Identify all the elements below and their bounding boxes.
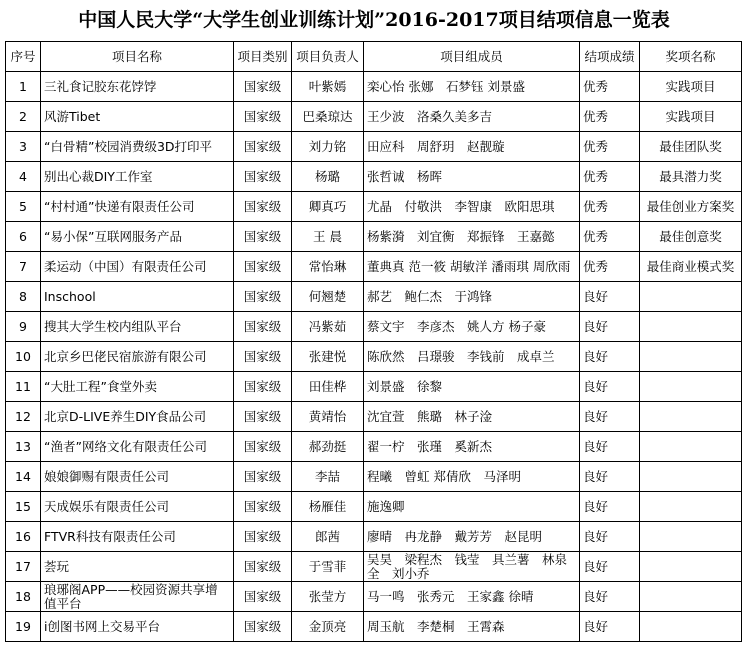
cell-leader: 金顶亮	[292, 612, 364, 642]
cell-grade: 优秀	[580, 252, 640, 282]
cell-grade: 良好	[580, 342, 640, 372]
cell-award	[640, 282, 742, 312]
cell-members: 周玉航 李楚桐 王霄森	[364, 612, 580, 642]
cell-project-name: “大肚工程”食堂外卖	[41, 372, 234, 402]
cell-project-name: 荟玩	[41, 552, 234, 582]
cell-project-name: “白骨精”校园消费级3D打印平	[41, 132, 234, 162]
cell-leader: 张莹方	[292, 582, 364, 612]
cell-category: 国家级	[234, 72, 292, 102]
cell-project-name: 琅琊阁APP——校园资源共享增值平台	[41, 582, 234, 612]
cell-leader: 叶紫嫣	[292, 72, 364, 102]
cell-no: 17	[6, 552, 41, 582]
cell-award	[640, 522, 742, 552]
cell-award: 最佳团队奖	[640, 132, 742, 162]
cell-grade: 良好	[580, 522, 640, 552]
cell-members: 王少波 洛桑久美多吉	[364, 102, 580, 132]
col-header-award: 奖项名称	[640, 42, 742, 72]
cell-project-name: 搜其大学生校内组队平台	[41, 312, 234, 342]
cell-project-name: 柔运动（中国）有限责任公司	[41, 252, 234, 282]
cell-grade: 良好	[580, 372, 640, 402]
cell-members: 张哲诚 杨晖	[364, 162, 580, 192]
page-title: 中国人民大学“大学生创业训练计划”2016-2017项目结项信息一览表	[78, 9, 670, 31]
cell-leader: 常怡琳	[292, 252, 364, 282]
table-row	[6, 252, 742, 282]
cell-award: 最佳创业方案奖	[640, 192, 742, 222]
cell-category: 国家级	[234, 312, 292, 342]
cell-grade: 优秀	[580, 162, 640, 192]
cell-category: 国家级	[234, 102, 292, 132]
cell-no: 15	[6, 492, 41, 522]
cell-no: 3	[6, 132, 41, 162]
cell-project-name: 娘娘御赐有限责任公司	[41, 462, 234, 492]
cell-leader: 黄靖怡	[292, 402, 364, 432]
cell-members: 施逸卿	[364, 492, 580, 522]
cell-no: 16	[6, 522, 41, 552]
cell-award: 实践项目	[640, 102, 742, 132]
cell-award	[640, 342, 742, 372]
cell-grade: 良好	[580, 582, 640, 612]
table-row	[6, 432, 742, 462]
header-row	[6, 42, 742, 72]
cell-award: 最佳创意奖	[640, 222, 742, 252]
cell-category: 国家级	[234, 402, 292, 432]
cell-grade: 良好	[580, 432, 640, 462]
cell-grade: 良好	[580, 402, 640, 432]
cell-members: 栾心怡 张娜 石梦钰 刘景盛	[364, 72, 580, 102]
cell-members: 蔡文宇 李彦杰 姚人方 杨子豪	[364, 312, 580, 342]
cell-award	[640, 552, 742, 582]
cell-award: 最佳商业模式奖	[640, 252, 742, 282]
cell-award	[640, 492, 742, 522]
cell-no: 12	[6, 402, 41, 432]
table-row	[6, 102, 742, 132]
cell-grade: 良好	[580, 312, 640, 342]
cell-no: 6	[6, 222, 41, 252]
cell-grade: 优秀	[580, 102, 640, 132]
cell-no: 14	[6, 462, 41, 492]
cell-project-name: “村村通”快递有限责任公司	[41, 192, 234, 222]
cell-award	[640, 402, 742, 432]
cell-project-name: FTVR科技有限责任公司	[41, 522, 234, 552]
cell-project-name: 北京D-LIVE养生DIY食品公司	[41, 402, 234, 432]
cell-leader: 巴桑琼达	[292, 102, 364, 132]
cell-category: 国家级	[234, 252, 292, 282]
cell-members: 廖晴 冉龙静 戴芳芳 赵昆明	[364, 522, 580, 552]
cell-award	[640, 612, 742, 642]
cell-grade: 良好	[580, 552, 640, 582]
table-row	[6, 462, 742, 492]
cell-category: 国家级	[234, 132, 292, 162]
cell-category: 国家级	[234, 492, 292, 522]
cell-project-name: i创图书网上交易平台	[41, 612, 234, 642]
table-row	[6, 492, 742, 522]
cell-award	[640, 372, 742, 402]
cell-project-name: 天成娱乐有限责任公司	[41, 492, 234, 522]
cell-category: 国家级	[234, 282, 292, 312]
cell-no: 18	[6, 582, 41, 612]
cell-category: 国家级	[234, 522, 292, 552]
cell-members: 尤晶 付敬洪 李智康 欧阳思琪	[364, 192, 580, 222]
cell-grade: 优秀	[580, 72, 640, 102]
cell-no: 10	[6, 342, 41, 372]
cell-members: 刘景盛 徐黎	[364, 372, 580, 402]
cell-no: 5	[6, 192, 41, 222]
cell-members: 沈宜萱 熊璐 林子淦	[364, 402, 580, 432]
cell-leader: 于雪菲	[292, 552, 364, 582]
cell-members: 程曦 曾虹 郑倩欣 马泽明	[364, 462, 580, 492]
cell-members: 郝艺 鲍仁杰 于鸿锋	[364, 282, 580, 312]
cell-no: 8	[6, 282, 41, 312]
table-row	[6, 342, 742, 372]
cell-leader: 杨雁佳	[292, 492, 364, 522]
cell-no: 4	[6, 162, 41, 192]
cell-leader: 郎茜	[292, 522, 364, 552]
cell-project-name: 风游Tibet	[41, 102, 234, 132]
cell-category: 国家级	[234, 222, 292, 252]
cell-project-name: “易小保”互联网服务产品	[41, 222, 234, 252]
table-row	[6, 282, 742, 312]
cell-members: 杨紫漪 刘宜衡 郑振锋 王嘉懿	[364, 222, 580, 252]
cell-leader: 李喆	[292, 462, 364, 492]
cell-grade: 优秀	[580, 132, 640, 162]
cell-grade: 优秀	[580, 192, 640, 222]
cell-category: 国家级	[234, 462, 292, 492]
table-row	[6, 372, 742, 402]
cell-members: 马一鸣 张秀元 王家鑫 徐晴	[364, 582, 580, 612]
cell-award	[640, 312, 742, 342]
cell-award	[640, 582, 742, 612]
cell-leader: 杨璐	[292, 162, 364, 192]
cell-members: 翟一柠 张瑾 奚新杰	[364, 432, 580, 462]
cell-members: 陈欣然 吕璟骏 李钱前 成卓兰	[364, 342, 580, 372]
cell-leader: 刘力铭	[292, 132, 364, 162]
table-row	[6, 312, 742, 342]
cell-grade: 优秀	[580, 222, 640, 252]
cell-leader: 卿真巧	[292, 192, 364, 222]
cell-category: 国家级	[234, 192, 292, 222]
cell-project-name: 北京乡巴佬民宿旅游有限公司	[41, 342, 234, 372]
cell-award: 实践项目	[640, 72, 742, 102]
cell-award	[640, 462, 742, 492]
table-row	[6, 522, 742, 552]
cell-category: 国家级	[234, 342, 292, 372]
cell-category: 国家级	[234, 552, 292, 582]
cell-project-name: 三礼食记胶东花饽饽	[41, 72, 234, 102]
col-header-members: 项目组成员	[364, 42, 580, 72]
cell-no: 13	[6, 432, 41, 462]
cell-members: 董典真 范一筱 胡敏洋 潘雨琪 周欣雨	[364, 252, 580, 282]
col-header-leader: 项目负责人	[292, 42, 364, 72]
cell-award	[640, 432, 742, 462]
col-header-grade: 结项成绩	[580, 42, 640, 72]
cell-no: 7	[6, 252, 41, 282]
table-row	[6, 552, 742, 582]
cell-members: 田应科 周舒玥 赵靓璇	[364, 132, 580, 162]
cell-no: 1	[6, 72, 41, 102]
cell-award: 最具潜力奖	[640, 162, 742, 192]
cell-no: 2	[6, 102, 41, 132]
cell-leader: 王 晨	[292, 222, 364, 252]
table-row	[6, 132, 742, 162]
table-row	[6, 72, 742, 102]
cell-project-name: “渔者”网络文化有限责任公司	[41, 432, 234, 462]
table-row	[6, 402, 742, 432]
cell-members: 吴昊 梁程杰 钱莹 具兰薯 林泉全 刘小乔	[364, 552, 580, 582]
col-header-name: 项目名称	[41, 42, 234, 72]
table-row	[6, 192, 742, 222]
cell-leader: 郝劲挺	[292, 432, 364, 462]
col-header-no: 序号	[6, 42, 41, 72]
cell-category: 国家级	[234, 612, 292, 642]
col-header-category: 项目类别	[234, 42, 292, 72]
cell-category: 国家级	[234, 372, 292, 402]
cell-category: 国家级	[234, 432, 292, 462]
cell-grade: 良好	[580, 612, 640, 642]
cell-leader: 张建悦	[292, 342, 364, 372]
table-row	[6, 162, 742, 192]
table-row	[6, 612, 742, 642]
cell-category: 国家级	[234, 582, 292, 612]
cell-no: 11	[6, 372, 41, 402]
cell-leader: 田佳桦	[292, 372, 364, 402]
project-table	[5, 41, 742, 642]
cell-leader: 何翘楚	[292, 282, 364, 312]
cell-grade: 良好	[580, 462, 640, 492]
cell-category: 国家级	[234, 162, 292, 192]
cell-grade: 良好	[580, 282, 640, 312]
table-row	[6, 582, 742, 612]
cell-project-name: Inschool	[41, 282, 234, 312]
cell-project-name: 别出心裁DIY工作室	[41, 162, 234, 192]
cell-no: 9	[6, 312, 41, 342]
cell-no: 19	[6, 612, 41, 642]
cell-grade: 良好	[580, 492, 640, 522]
cell-leader: 冯紫茹	[292, 312, 364, 342]
table-row	[6, 222, 742, 252]
